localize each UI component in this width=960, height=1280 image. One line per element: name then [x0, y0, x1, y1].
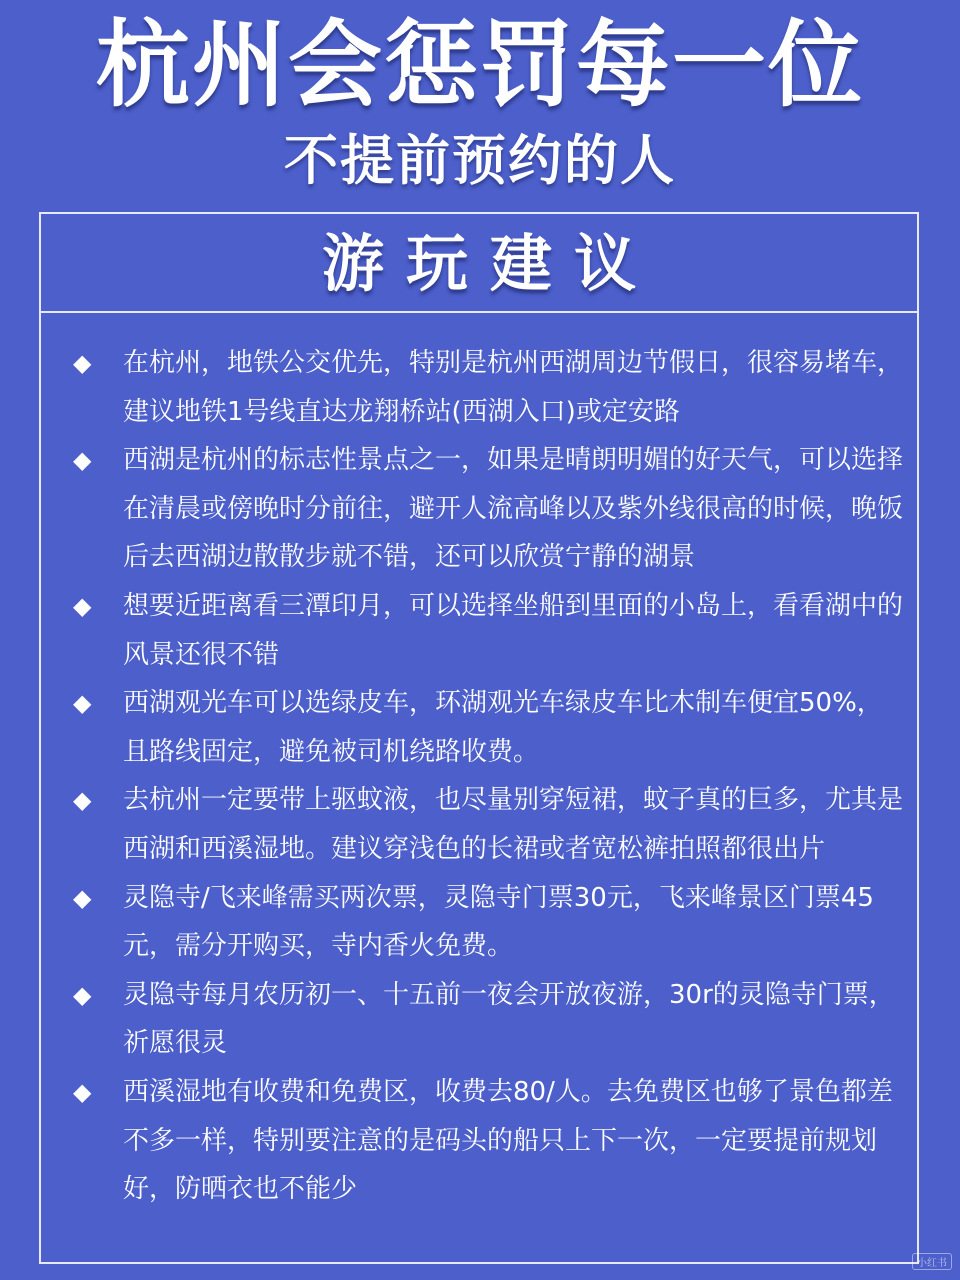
diamond-bullet-icon: ◆	[73, 980, 92, 1009]
tips-list	[41, 339, 917, 1214]
diamond-bullet-icon: ◆	[73, 883, 92, 912]
list-item	[41, 582, 917, 679]
list-item	[41, 874, 917, 971]
tips-frame	[39, 212, 919, 1264]
diamond-bullet-icon: ◆	[73, 1077, 92, 1106]
tip-text: 西湖是杭州的标志性景点之一，如果是晴朗明媚的好天气，可以选择在清晨或傍晚时分前往，避开人流高峰以及紫外线很高的时候，晚饭后去西湖边散散步就不错，还可以欣赏宁静的湖景	[123, 445, 904, 573]
tip-text: 去杭州一定要带上驱蚊液，也尽量别穿短裙，蚊子真的巨多，尤其是西湖和西溪湿地。建议穿浅色的长裙或者宽松裤拍照都很出片	[123, 785, 904, 864]
list-item	[41, 971, 917, 1068]
diamond-bullet-icon: ◆	[73, 446, 92, 475]
tip-text: 想要近距离看三潭印月，可以选择坐船到里面的小岛上，看看湖中的风景还很不错	[123, 590, 904, 670]
diamond-bullet-icon: ◆	[73, 591, 92, 620]
diamond-bullet-icon: ◆	[73, 349, 92, 377]
tip-text: 在杭州，地铁公交优先，特别是杭州西湖周边节假日，很容易堵车，建议地铁1号线直达龙翔桥站(西湖入口)或定安路	[123, 348, 904, 427]
list-item	[41, 679, 917, 776]
section-title: 游玩建议	[41, 214, 917, 313]
watermark: 小红书	[912, 1253, 952, 1270]
list-item	[41, 436, 917, 582]
page-subtitle: 不提前预约的人	[284, 129, 676, 192]
diamond-bullet-icon: ◆	[73, 689, 92, 718]
list-item	[41, 339, 917, 436]
list-item	[41, 1068, 917, 1214]
page-title: 杭州会惩罚每一位	[95, 11, 864, 120]
list-item	[41, 776, 917, 873]
tip-text: 灵隐寺/飞来峰需买两次票，灵隐寺门票30元，飞来峰景区门票45元，需分开购买，寺内香火免费。	[123, 882, 874, 962]
tip-text: 灵隐寺每月农历初一、十五前一夜会开放夜游，30r的灵隐寺门票，祈愿很灵	[123, 979, 895, 1059]
diamond-bullet-icon: ◆	[73, 786, 92, 815]
tip-text: 西湖观光车可以选绿皮车，环湖观光车绿皮车比木制车便宜50%，且路线固定，避免被司机绕路收费。	[123, 688, 883, 767]
tip-text: 西溪湿地有收费和免费区，收费去80/人。去免费区也够了景色都差不多一样，特别要注意的是码头的船只上下一次，一定要提前规划好，防晒衣也不能少	[123, 1076, 893, 1205]
